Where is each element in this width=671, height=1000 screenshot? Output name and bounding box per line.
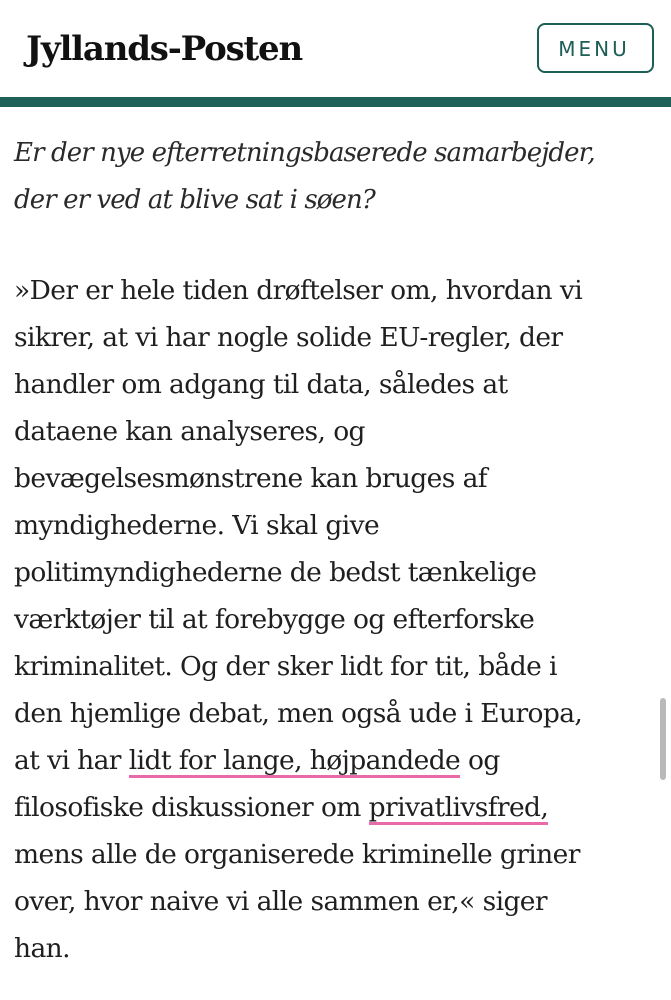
menu-button[interactable]: MENU (537, 23, 654, 73)
article-body (14, 130, 659, 972)
text-segment: og (460, 745, 500, 776)
answer-line: dataene kan analyseres, og (14, 416, 365, 447)
answer-line: værktøjer til at forebygge og efterforske (14, 604, 535, 635)
text-segment: filosofiske diskussioner om (14, 792, 369, 823)
answer-line: han. (14, 933, 70, 964)
site-header (0, 0, 671, 97)
answer-line: bevægelsesmønstrene kan bruges af (14, 463, 487, 494)
answer-line (14, 737, 659, 784)
answer-line: myndighederne. Vi skal give (14, 510, 380, 541)
header-divider (0, 97, 671, 107)
text-segment: at vi har (14, 745, 129, 776)
question-line: Er der nye efterretningsbaserede samarbejder, (14, 138, 595, 168)
site-logo[interactable]: Jyllands-Posten (26, 29, 302, 69)
answer-line: sikrer, at vi har nogle solide EU-regler, der (14, 322, 563, 353)
answer-line: politimyndighederne de bedst tænkelige (14, 557, 537, 588)
answer-line: »Der er hele tiden drøftelser om, hvordan vi (14, 275, 583, 306)
interview-answer (14, 267, 659, 972)
answer-line: handler om adgang til data, således at (14, 369, 508, 400)
answer-line: kriminalitet. Og der sker lidt for tit, både i (14, 651, 557, 682)
answer-line: den hjemlige debat, men også ude i Europa, (14, 698, 583, 729)
answer-line: over, hvor naive vi alle sammen er,« siger (14, 886, 547, 917)
scrollbar-thumb[interactable] (660, 698, 666, 780)
question-line: der er ved at blive sat i søen? (14, 185, 375, 215)
highlighted-text: lidt for lange, højpandede (128, 745, 461, 776)
answer-line: mens alle de organiserede kriminelle griner (14, 839, 580, 870)
highlighted-text: privatlivsfred, (368, 792, 549, 823)
answer-line (14, 784, 659, 831)
interview-question (14, 130, 659, 224)
